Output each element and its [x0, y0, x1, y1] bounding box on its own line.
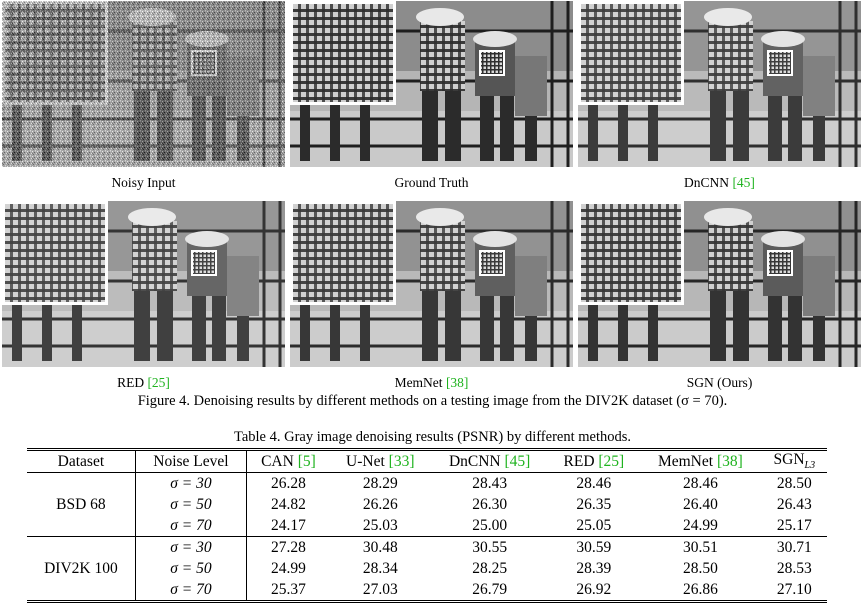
caption-red: RED [25]: [117, 375, 170, 390]
results-table: [27, 448, 827, 603]
image-noisy-input: [2, 1, 285, 167]
table-row: σ = 50 24.82 26.26 26.30 26.35 26.40 26.43: [27, 494, 827, 515]
header-unet: U-Net [33]: [346, 452, 415, 470]
table-caption: Table 4. Gray image denoising results (PSNR) by different methods.: [234, 429, 631, 445]
header-memnet: MemNet [38]: [657, 452, 743, 470]
image-dncnn: [578, 1, 861, 167]
caption-noisy-input: Noisy Input: [111, 175, 176, 190]
caption-ground-truth: Ground Truth: [394, 175, 469, 190]
header-red: RED [25]: [563, 452, 625, 470]
dataset-cell: BSD 68: [27, 473, 135, 537]
table-row: σ = 70 25.37 27.03 26.79 26.92 26.86 27.10: [27, 579, 827, 602]
header-noise-level: Noise Level: [135, 450, 246, 473]
table-row: DIV2K 100 σ = 30 27.28 30.48 30.55 30.59 30.51 30.71: [27, 537, 827, 559]
table-row: σ = 70 24.17 25.03 25.00 25.05 24.99 25.17: [27, 515, 827, 537]
table-row: σ = 50 24.99 28.34 28.25 28.39 28.50 28.53: [27, 558, 827, 579]
caption-memnet: MemNet [38]: [394, 375, 469, 390]
table-header-row: [27, 450, 827, 473]
header-dataset: Dataset: [27, 450, 135, 473]
dataset-cell: DIV2K 100: [27, 537, 135, 602]
header-sgn: $SGN_{L3}$: [773, 451, 816, 472]
caption-dncnn: DnCNN [45]: [684, 175, 755, 190]
figure-caption: Figure 4. Denoising results by different methods on a testing image from the DIV2K dataset (σ = 70).: [137, 393, 728, 409]
header-dncnn: DnCNN [45]: [448, 452, 531, 470]
table-row: BSD 68 σ = 30 26.28 28.29 28.43 28.46 28.46 28.50: [27, 473, 827, 495]
image-sgn: [578, 201, 861, 367]
image-ground-truth: [290, 1, 573, 167]
header-can: CAN [5]: [261, 452, 316, 470]
image-red: [2, 201, 285, 367]
caption-sgn: SGN (Ours): [686, 375, 753, 390]
image-memnet: [290, 201, 573, 367]
